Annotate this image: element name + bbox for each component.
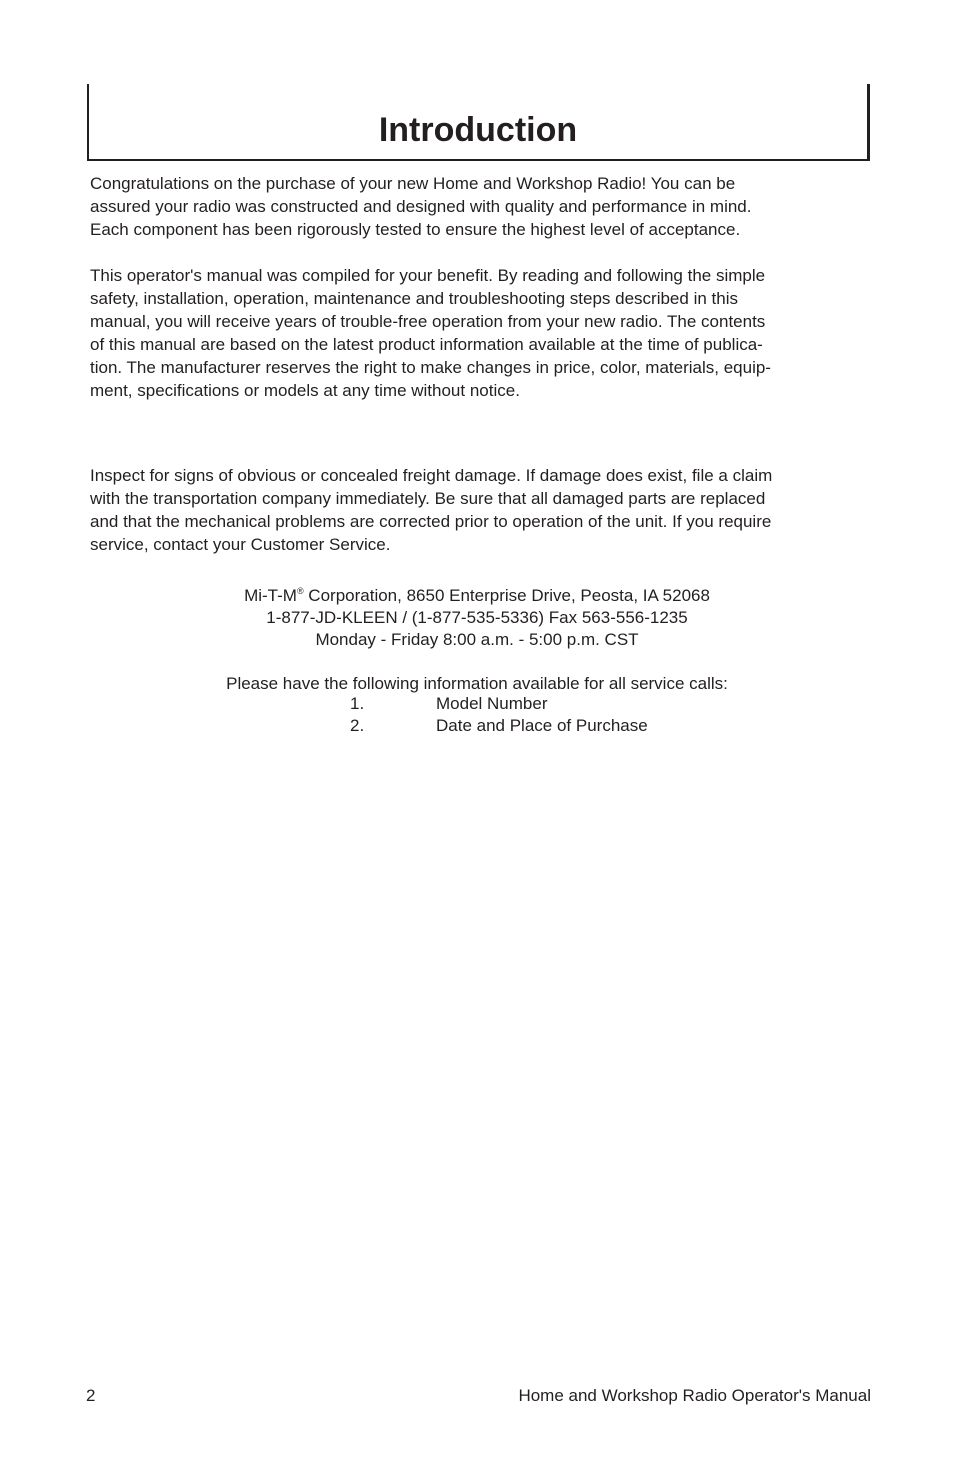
list-item-text: Model Number [436,694,548,713]
company-name: Mi-T-M [244,586,297,605]
contact-block [0,585,954,651]
page-number: 2 [86,1386,96,1405]
service-info-intro: Please have the following information available for all service calls: [226,674,728,693]
intro-paragraph-inspect: Inspect for signs of obvious or concealed freight damage. If damage does exist, file a claim with the transportation company immediately. Be sure that all damaged parts are replaced and that the mechanical problems are corrected prior to operation of the unit. If you require service, contact your Customer Service. [90,466,773,554]
list-item-number: 2. [350,716,365,735]
list-item-text: Date and Place of Purchase [436,716,648,735]
list-item-number: 1. [350,694,365,713]
intro-paragraph-manual: This operator's manual was compiled for your benefit. By reading and following the simple safety, installation, operation, maintenance and troubleshooting steps described in this manual, you will receive years of trouble-free operation from your new radio. The contents of this manual are based on the latest product information available at the time of publica- tion. The manufacturer reserves the right to make changes in price, color, materials, equip- ment, specifications or models at any time without notice. [90,266,771,400]
title-box [87,84,870,161]
registered-mark: ® [296,586,304,596]
footer-manual-title: Home and Workshop Radio Operator's Manual [518,1386,871,1405]
company-address: Corporation, 8650 Enterprise Drive, Peosta, IA 52068 [303,586,710,605]
page-title: Introduction [378,111,578,149]
company-phone: 1-877-JD-KLEEN / (1-877-535-5336) Fax 563-556-1235 [266,608,688,627]
company-hours: Monday - Friday 8:00 a.m. - 5:00 p.m. CST [315,630,639,649]
intro-paragraph-congratulations: Congratulations on the purchase of your new Home and Workshop Radio! You can be assured your radio was constructed and designed with quality and performance in mind. Each component has been rigorously tested to ensure the highest level of acceptance. [90,174,752,239]
company-address-line [0,585,954,607]
